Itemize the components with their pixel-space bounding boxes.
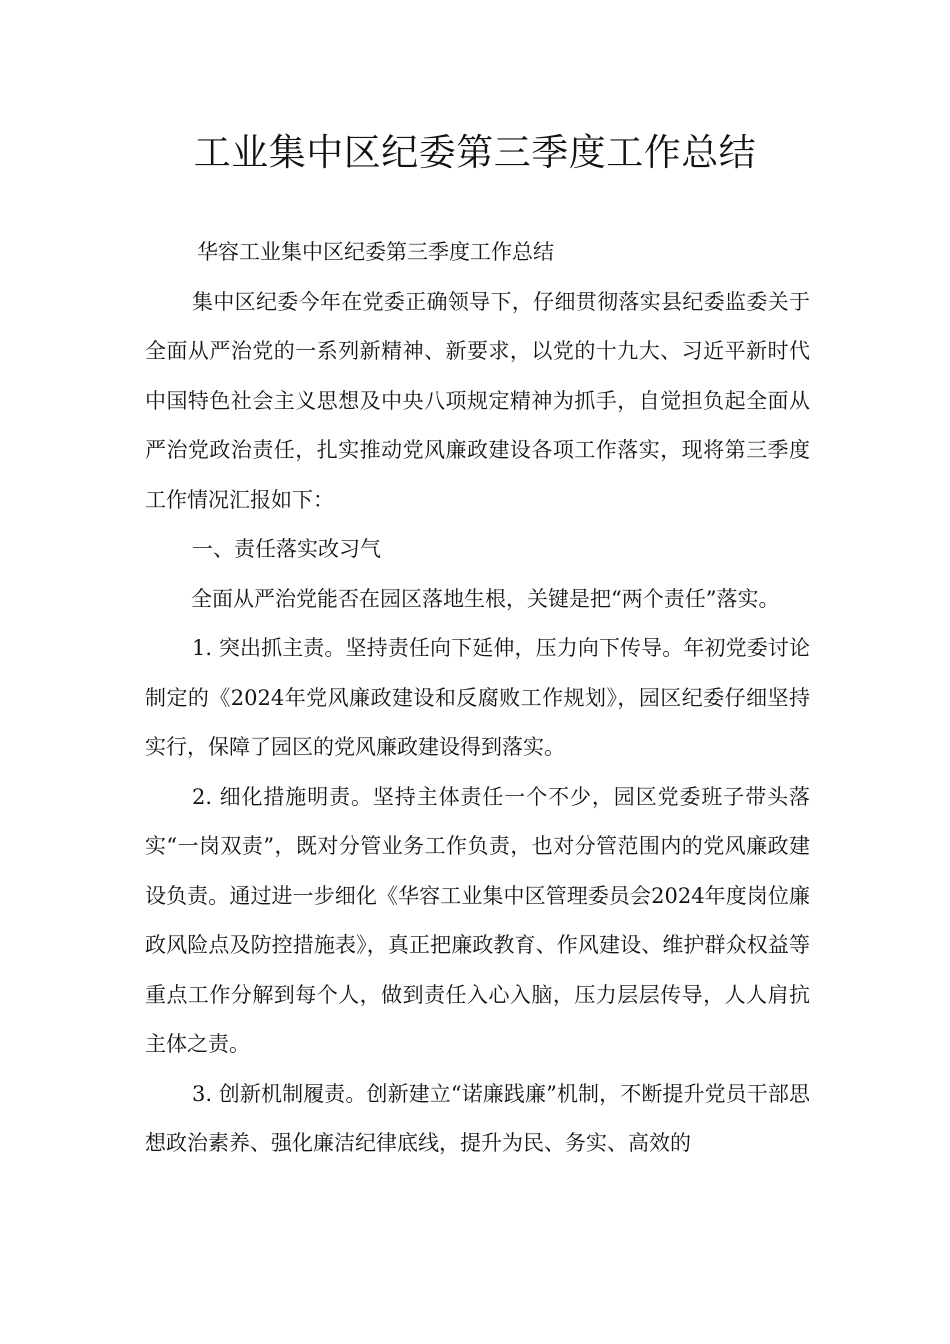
paragraph-item-3: 3. 创新机制履责。创新建立“诺廉践廉”机制，不断提升党员干部思想政治素养、强化廉洁纪律底线，提升为民、务实、高效的: [145, 1081, 810, 1155]
document-subtitle: 华容工业集中区纪委第三季度工作总结: [197, 240, 554, 264]
document-title: 工业集中区纪委第三季度工作总结: [193, 131, 757, 174]
paragraph-intro: 集中区纪委今年在党委正确领导下，仔细贯彻落实县纪委监委关于全面从严治党的一系列新精神、新要求，以党的十九大、习近平新时代中国特色社会主义思想及中央八项规定精神为抓手，自觉担负起全面从严治党政治责任，扎实推动党风廉政建设各项工作落实，现将第三季度工作情况汇报如下：: [145, 289, 810, 512]
document-body: [145, 228, 810, 1169]
paragraph-item-1: 1. 突出抓主责。坚持责任向下延伸，压力向下传导。年初党委讨论制定的《2024年党风廉政建设和反腐败工作规划》，园区纪委仔细坚持实行，保障了园区的党风廉政建设得到落实。: [145, 636, 810, 759]
paragraph-section-1-lead: 全面从严治党能否在园区落地生根，关键是把“两个责任”落实。: [191, 586, 780, 611]
paragraph-item-2: 2. 细化措施明责。坚持主体责任一个不少，园区党委班子带头落实“一岗双责”，既对分管业务工作负责，也对分管范围内的党风廉政建设负责。通过进一步细化《华容工业集中区管理委员会2024年度岗位廉政风险点及防控措施表》，真正把廉政教育、作风建设、维护群众权益等重点工作分解到每个人，做到责任入心入脑，压力层层传导，人人肩抗主体之责。: [145, 784, 810, 1056]
section-heading-1: 一、责任落实改习气: [192, 537, 381, 561]
